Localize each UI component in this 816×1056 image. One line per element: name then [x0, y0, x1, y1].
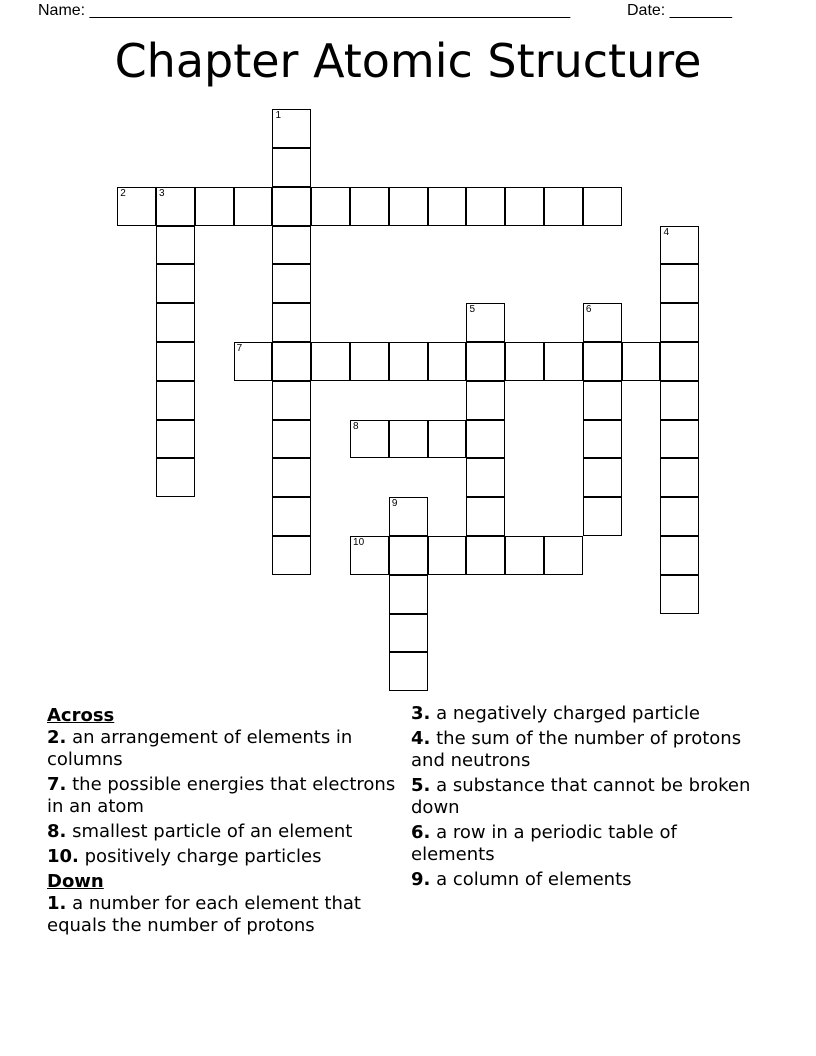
grid-cell[interactable] [544, 536, 583, 575]
grid-cell[interactable] [466, 187, 505, 226]
clue-number: 10 [353, 537, 365, 549]
grid-cell[interactable] [660, 420, 699, 459]
grid-cell[interactable] [505, 342, 544, 381]
grid-cell[interactable] [660, 342, 699, 381]
grid-cell[interactable] [156, 342, 195, 381]
grid-cell[interactable] [466, 497, 505, 536]
clue [411, 728, 761, 772]
grid-cell[interactable] [428, 536, 467, 575]
grid-cell[interactable] [272, 187, 311, 226]
grid-cell[interactable] [389, 614, 428, 653]
grid-cell[interactable] [466, 420, 505, 459]
grid-cell[interactable] [350, 342, 389, 381]
grid-cell[interactable] [583, 458, 622, 497]
clue [47, 846, 397, 868]
name-field[interactable]: Name: ______________________________________________________ [38, 2, 571, 19]
grid-cell[interactable] [272, 226, 311, 265]
grid-cell[interactable] [389, 575, 428, 614]
grid-cell[interactable] [466, 303, 505, 342]
grid-cell[interactable] [272, 420, 311, 459]
clue-text: positively charge particles [84, 846, 322, 867]
date-field[interactable]: Date: _______ [627, 2, 732, 19]
clue-number: 5 [469, 304, 475, 316]
grid-cell[interactable] [350, 420, 389, 459]
grid-cell[interactable] [117, 187, 156, 226]
grid-cell[interactable] [389, 187, 428, 226]
clue-number: 2. [47, 727, 67, 748]
grid-cell[interactable] [272, 303, 311, 342]
grid-cell[interactable] [544, 187, 583, 226]
clue-text: a row in a periodic table of elements [411, 822, 677, 865]
grid-cell[interactable] [389, 420, 428, 459]
clue [411, 703, 761, 725]
grid-cell[interactable] [466, 536, 505, 575]
clue-text: an arrangement of elements in columns [47, 727, 353, 770]
grid-cell[interactable] [583, 420, 622, 459]
clue-number: 10. [47, 846, 79, 867]
clue [47, 821, 397, 843]
grid-cell[interactable] [583, 381, 622, 420]
grid-cell[interactable] [583, 342, 622, 381]
grid-cell[interactable] [272, 536, 311, 575]
clue-number: 9. [411, 869, 431, 890]
clue-number: 8 [353, 420, 359, 432]
clue [411, 869, 761, 891]
clues-left-column [47, 703, 397, 940]
clue-number: 1. [47, 893, 67, 914]
grid-cell[interactable] [156, 264, 195, 303]
grid-cell[interactable] [622, 342, 661, 381]
clue [411, 775, 761, 819]
clue-number: 7 [236, 343, 243, 355]
grid-cell[interactable] [583, 187, 622, 226]
grid-cell[interactable] [272, 458, 311, 497]
clue-text: a negatively charged particle [436, 703, 700, 724]
clue-text: a column of elements [436, 869, 632, 890]
grid-cell[interactable] [660, 536, 699, 575]
grid-cell[interactable] [195, 187, 234, 226]
grid-cell[interactable] [272, 497, 311, 536]
grid-cell[interactable] [660, 381, 699, 420]
clue-number: 2 [120, 187, 126, 199]
clue-number: 5. [411, 775, 431, 796]
clue-number: 9 [391, 498, 398, 510]
grid-cell[interactable] [583, 497, 622, 536]
grid-cell[interactable] [156, 303, 195, 342]
grid-cell[interactable] [350, 536, 389, 575]
grid-cell[interactable] [466, 458, 505, 497]
grid-cell[interactable] [156, 381, 195, 420]
clue-number: 3 [159, 187, 165, 199]
clue-number: 8. [47, 821, 67, 842]
clue-number: 4 [663, 226, 669, 238]
clue-number: 1 [275, 110, 281, 122]
grid-cell[interactable] [272, 342, 311, 381]
grid-cell[interactable] [505, 536, 544, 575]
grid-cell[interactable] [660, 575, 699, 614]
grid-cell[interactable] [311, 187, 350, 226]
grid-cell[interactable] [389, 652, 428, 691]
grid-cell[interactable] [272, 381, 311, 420]
grid-cell[interactable] [428, 420, 467, 459]
clue [411, 822, 761, 866]
clue-number: 6. [411, 822, 431, 843]
clue-number: 4. [411, 728, 431, 749]
down-heading: Down [47, 871, 104, 892]
grid-cell[interactable] [466, 381, 505, 420]
clue [47, 774, 397, 818]
grid-cell[interactable] [428, 342, 467, 381]
grid-cell[interactable] [350, 187, 389, 226]
grid-cell[interactable] [466, 342, 505, 381]
clue [47, 727, 397, 771]
clue-text: the sum of the number of protons and neutrons [411, 728, 742, 771]
grid-cell[interactable] [389, 342, 428, 381]
clue-text: a substance that cannot be broken down [411, 775, 751, 818]
grid-cell[interactable] [234, 187, 273, 226]
grid-cell[interactable] [660, 497, 699, 536]
clue-text: a number for each element that equals the number of protons [47, 893, 361, 936]
grid-cell[interactable] [660, 458, 699, 497]
clue-text: the possible energies that electrons in an atom [47, 774, 396, 817]
grid-cell[interactable] [505, 187, 544, 226]
grid-cell[interactable] [272, 109, 311, 148]
grid-cell[interactable] [156, 187, 195, 226]
page-title: Chapter Atomic Structure [114, 34, 702, 88]
grid-cell[interactable] [156, 420, 195, 459]
clue-number: 7. [47, 774, 67, 795]
clue-number: 6 [585, 304, 592, 316]
grid-cell[interactable] [272, 148, 311, 187]
clue-text: smallest particle of an element [72, 821, 353, 842]
grid-cell[interactable] [660, 303, 699, 342]
grid-cell[interactable] [311, 342, 350, 381]
clue-number: 3. [411, 703, 431, 724]
clues-right-column [411, 703, 761, 894]
grid-cell[interactable] [583, 303, 622, 342]
grid-cell[interactable] [156, 226, 195, 265]
grid-cell[interactable] [389, 536, 428, 575]
grid-cell[interactable] [234, 342, 273, 381]
grid-cell[interactable] [660, 264, 699, 303]
grid-cell[interactable] [156, 458, 195, 497]
clue [47, 893, 397, 937]
grid-cell[interactable] [428, 187, 467, 226]
grid-cell[interactable] [544, 342, 583, 381]
grid-cell[interactable] [272, 264, 311, 303]
grid-cell[interactable] [660, 226, 699, 265]
across-heading: Across [47, 705, 115, 726]
grid-cell[interactable] [389, 497, 428, 536]
